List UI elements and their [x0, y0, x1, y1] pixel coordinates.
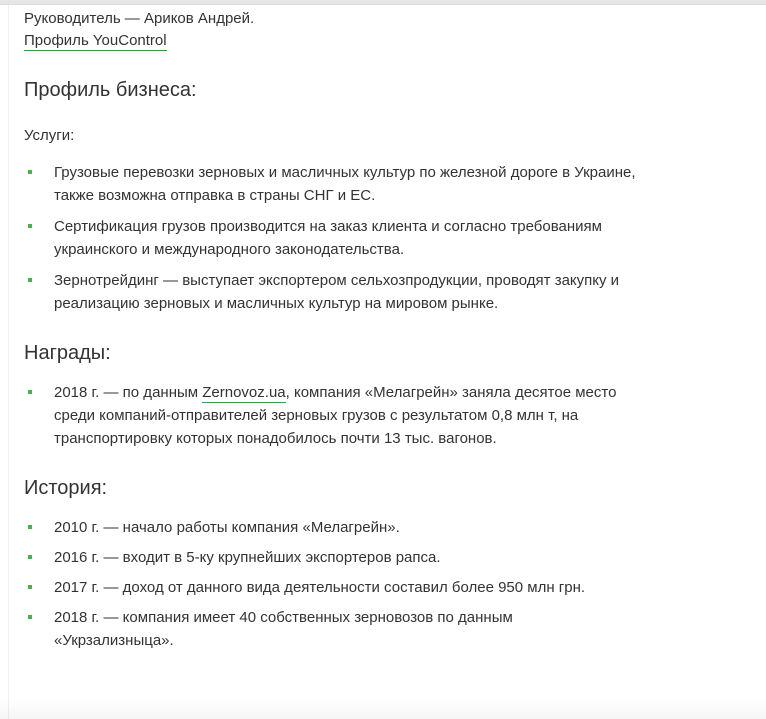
history-heading: История:	[24, 477, 108, 499]
history-list	[24, 516, 636, 652]
director-line: Руководитель — Ариков Андрей.	[24, 10, 255, 27]
bottom-fade	[0, 697, 766, 719]
list-item-text: 2010 г. — начало работы компания «Мелагрейн».	[54, 519, 400, 536]
services-list	[24, 161, 636, 315]
article-content	[24, 5, 636, 652]
list-item	[24, 546, 636, 569]
bullet-icon	[28, 525, 32, 529]
award-text-suffix: , компания «Мелагрейн» заняла десятое место среди компаний-отправителей зерновых грузов с результатом 0,8 млн т, на транспортировку которых понадобилось почти 13 тыс. вагонов.	[54, 384, 617, 447]
bullet-icon	[28, 278, 32, 282]
awards-heading: Награды:	[24, 342, 111, 364]
award-text-prefix: 2018 г. — по данным	[54, 384, 203, 401]
bullet-icon	[28, 224, 32, 228]
list-item	[24, 161, 636, 207]
bullet-icon	[28, 390, 32, 394]
list-item-text: 2018 г. — компания имеет 40 собственных зерновозов по данным «Укрзализныца».	[54, 609, 513, 649]
list-item	[24, 269, 636, 315]
list-item	[24, 576, 636, 599]
list-item-text: Грузовые перевозки зерновых и масличных культур по железной дороге в Украине, также возможна отправка в страны СНГ и ЕС.	[54, 164, 636, 204]
list-item	[24, 516, 636, 539]
business-profile-heading: Профиль бизнеса:	[24, 79, 197, 101]
list-item	[24, 215, 636, 261]
list-item-text: 2016 г. — входит в 5-ку крупнейших экспортеров рапса.	[54, 549, 441, 566]
list-item	[24, 606, 636, 652]
profile-link-row	[24, 30, 636, 52]
zernovoz-link[interactable]: Zernovoz.ua	[202, 384, 286, 401]
list-item-text: Зернотрейдинг — выступает экспортером сельхозпродукции, проводят закупку и реализацию зерновых и масличных культур на мировом рынке.	[54, 272, 620, 312]
services-label: Услуги:	[24, 127, 75, 144]
bullet-icon	[28, 170, 32, 174]
list-item	[24, 381, 636, 450]
bullet-icon	[28, 555, 32, 559]
bullet-icon	[28, 585, 32, 589]
bullet-icon	[28, 615, 32, 619]
youcontrol-profile-link[interactable]: Профиль YouControl	[24, 32, 167, 49]
list-item-text: 2017 г. — доход от данного вида деятельности составил более 950 млн грн.	[54, 579, 586, 596]
list-item-text: Сертификация грузов производится на заказ клиента и согласно требованиям украинского и международного законодательства.	[54, 218, 602, 258]
awards-list	[24, 381, 636, 450]
